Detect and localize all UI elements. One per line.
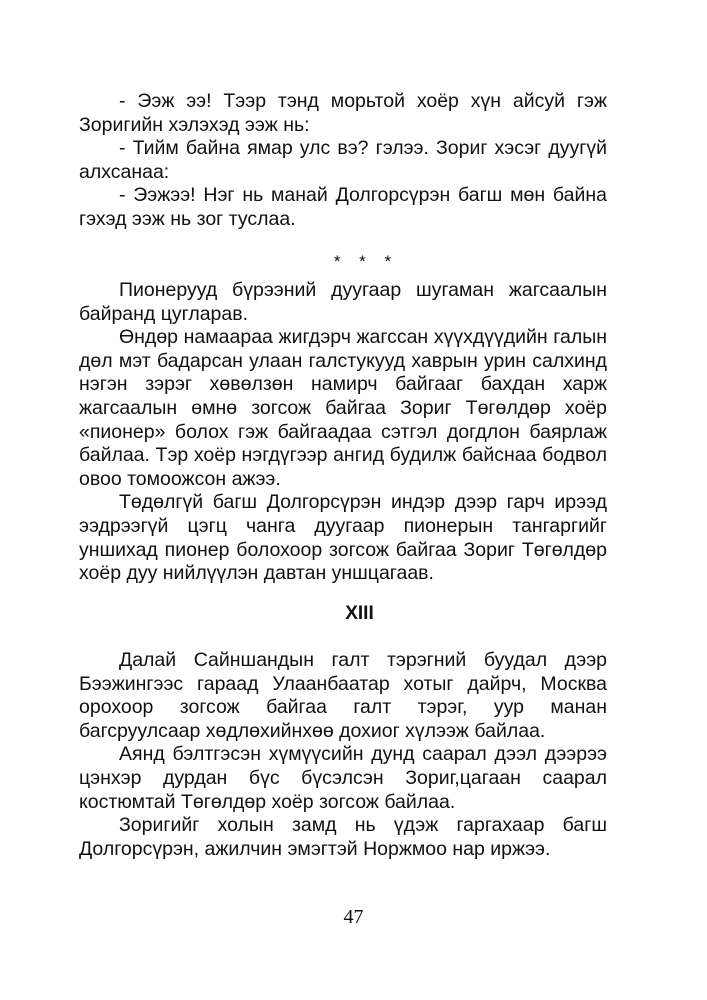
- pioneer-section: [79, 279, 607, 586]
- dialogue-section: [79, 90, 607, 232]
- paragraph: Аянд бэлтгэсэн хүмүүсийн дунд саарал дээл дээрээ цэнхэр дурдан бүс бүсэлсэн Зориг,цагаан саарал костюмтай Төгөлдөр хоёр зогсож байлаа.: [79, 743, 607, 813]
- paragraph: Өндөр намаараа жигдэрч жагссан хүүхдүүдийн галын дөл мэт бадарсан улаан галстукууд хаврын урин салхинд нэгэн зэрэг хөвөлзөн намирч байгааг бахдан харж жагсаалын өмнө зогсож байгаа Зориг Төгөлдөр хоёр «пионер» болох гэж байгаадаа сэтгэл догдлон баярлаж байлаа. Тэр хоёр нэгдүгээр ангид будилж байснаа бодвол овоо томоожсон ажээ.: [79, 326, 607, 490]
- paragraph: Пионерууд бүрээний дуугаар шугаман жагсаалын байранд цугларав.: [79, 279, 607, 325]
- chapter-text: [79, 649, 607, 861]
- chapter-heading: XIII: [345, 603, 374, 624]
- page-number: 47: [343, 906, 364, 928]
- paragraph: - Тийм байна ямар улс вэ? гэлээ. Зориг хэсэг дуугүй алхсанаа:: [79, 137, 607, 183]
- section-separator: * * *: [333, 252, 392, 271]
- paragraph: Төдөлгүй багш Долгорсүрэн индэр дээр гарч ирээд ээдрээгүй цэгц чанга дуугаар пионерын тангаргийг уншихад пионер болохоор зогсож байгаа Зориг Төгөлдөр хоёр дуу нийлүүлэн давтан уншцагаав.: [79, 491, 607, 585]
- paragraph: - Ээжээ! Нэг нь манай Долгорсүрэн багш мөн байна гэхэд ээж нь зог туслаа.: [79, 184, 607, 230]
- paragraph: Далай Сайншандын галт тэрэгний буудал дээр Бээжингээс гараад Улаанбаатар хотыг дайрч, Москва орохоор зогсож байгаа галт тэрэг, уур манан багсруулсаар хөдлөхийнхөө дохиог хүлээж байлаа.: [79, 649, 607, 742]
- paragraph: - Ээж ээ! Тээр тэнд морьтой хоёр хүн айсуй гэж Зоригийн хэлэхэд ээж нь:: [79, 90, 607, 136]
- paragraph: Зоригийг холын замд нь үдэж гаргахаар багш Долгорсүрэн, ажилчин эмэгтэй Норжмоо нар иржээ.: [79, 814, 607, 860]
